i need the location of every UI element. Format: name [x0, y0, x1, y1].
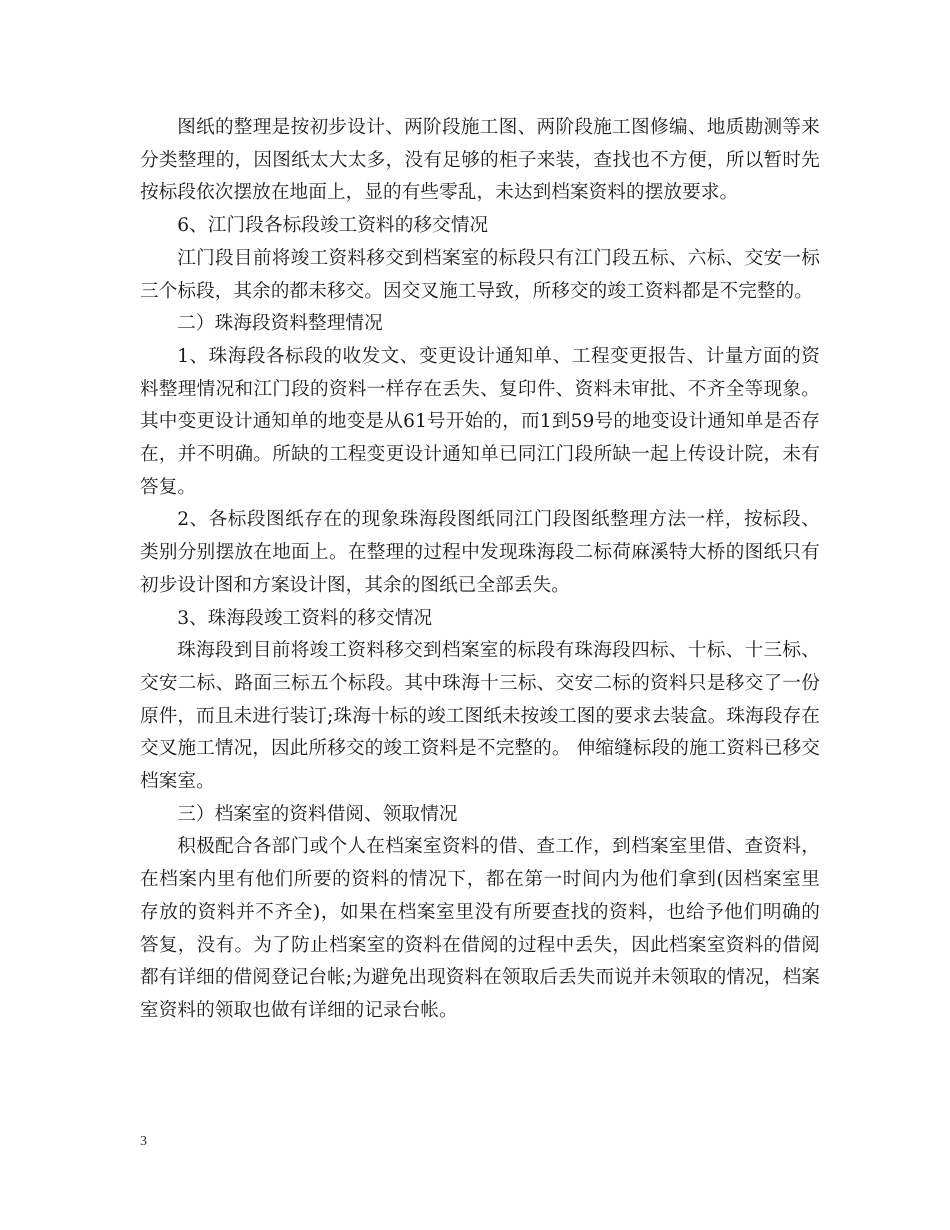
- document-body: [140, 112, 820, 1028]
- paragraph-zhuhai-documents: 1、珠海段各标段的收发文、变更设计通知单、工程变更报告、计量方面的资料整理情况和江门段的资料一样存在丢失、复印件、资料未审批、不齐全等现象。其中变更设计通知单的地变是从61号开始的，而1到59号的地变设计通知单是否存在，并不明确。所缺的工程变更设计通知单已同江门段所缺一起上传设计院，未有答复。: [140, 345, 820, 498]
- heading-archive-borrowing: 三）档案室的资料借阅、领取情况: [177, 803, 458, 825]
- paragraph-zhuhai-handover: 珠海段到目前将竣工资料移交到档案室的标段有珠海段四标、十标、十三标、交安二标、路面三标五个标段。其中珠海十三标、交安二标的资料只是移交了一份原件，而且未进行装订;珠海十标的竣工图纸未按竣工图的要求去装盒。珠海段存在交叉施工情况，因此所移交的竣工资料是不完整的。 伸缩缝标段的施工资料已移交档案室。: [140, 640, 820, 793]
- paragraph-zhuhai-drawings: 2、各标段图纸存在的现象珠海段图纸同江门段图纸整理方法一样，按标段、类别分别摆放在地面上。在整理的过程中发现珠海段二标荷麻溪特大桥的图纸只有初步设计图和方案设计图，其余的图纸已全部丢失。: [140, 509, 820, 596]
- page-number: 3: [140, 1134, 147, 1149]
- heading-jiangmen-handover: 6、江门段各标段竣工资料的移交情况: [177, 215, 489, 237]
- paragraph-drawing-organization: 图纸的整理是按初步设计、两阶段施工图、两阶段施工图修编、地质勘测等来分类整理的，因图纸太大太多，没有足够的柜子来装，查找也不方便，所以暂时先按标段依次摆放在地面上，显的有些零乱，未达到档案资料的摆放要求。: [140, 117, 820, 204]
- heading-zhuhai-handover: 3、珠海段竣工资料的移交情况: [177, 607, 433, 629]
- heading-zhuhai-section: 二）珠海段资料整理情况: [177, 313, 383, 335]
- paragraph-archive-borrowing: 积极配合各部门或个人在档案室资料的借、查工作，到档案室里借、查资料，在档案内里有他们所要的资料的情况下，都在第一时间内为他们拿到(因档案室里存放的资料并不齐全)，如果在档案室里没有所要查找的资料，也给予他们明确的答复，没有。为了防止档案室的资料在借阅的过程中丢失，因此档案室资料的借阅都有详细的借阅登记台帐;为避免出现资料在领取后丢失而说并未领取的情况，档案室资料的领取也做有详细的记录台帐。: [140, 836, 820, 1021]
- paragraph-jiangmen-handover: 江门段目前将竣工资料移交到档案室的标段只有江门段五标、六标、交安一标三个标段，其余的都未移交。因交叉施工导致，所移交的竣工资料都是不完整的。: [140, 247, 820, 302]
